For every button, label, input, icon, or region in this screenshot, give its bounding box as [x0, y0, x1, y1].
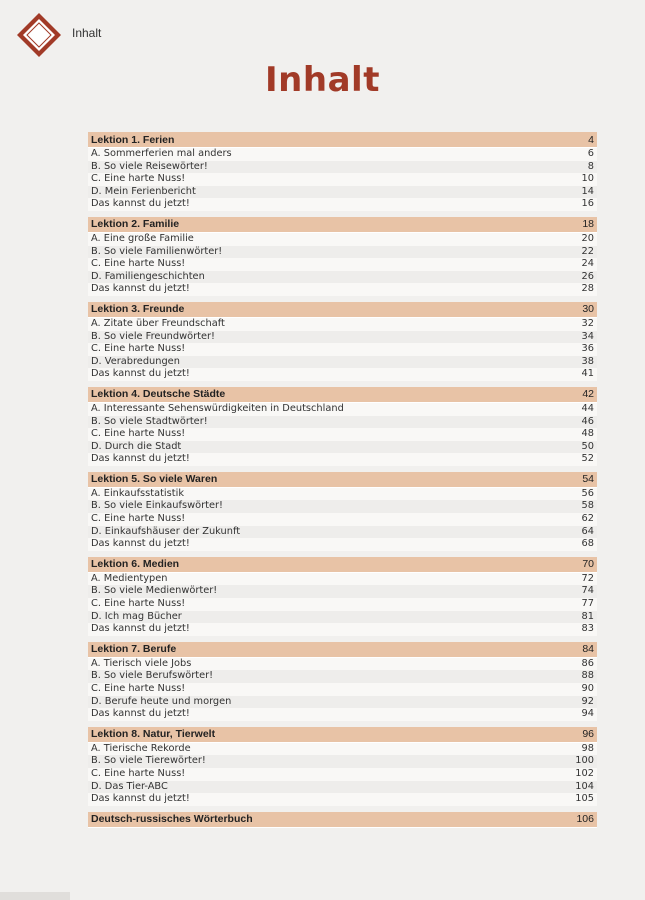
lesson-page-number: 18: [582, 218, 594, 231]
lesson-title: Lektion 8. Natur, Tierwelt: [91, 728, 216, 741]
lesson-block: [88, 642, 597, 721]
toc-entry[interactable]: [88, 538, 597, 551]
entry-page-number: 14: [581, 185, 594, 197]
entry-title: A. Tierisch viele Jobs: [91, 657, 192, 669]
entry-page-number: 86: [581, 657, 594, 669]
entry-page-number: 94: [581, 708, 594, 720]
entry-page-number: 92: [581, 695, 594, 707]
lesson-heading[interactable]: [88, 727, 597, 743]
toc-entry[interactable]: [88, 708, 597, 721]
table-of-contents: [88, 132, 597, 828]
lesson-block: [88, 302, 597, 381]
entry-title: D. Berufe heute und morgen: [91, 695, 232, 707]
entry-page-number: 64: [581, 525, 594, 537]
entry-title: D. Mein Ferienbericht: [91, 185, 196, 197]
entry-page-number: 6: [587, 148, 594, 159]
lesson-block: [88, 727, 597, 806]
entry-page-number: 28: [581, 283, 594, 295]
lesson-block: [88, 472, 597, 551]
lesson-heading[interactable]: [88, 132, 597, 148]
toc-entry[interactable]: [88, 755, 597, 768]
entry-title: C. Eine harte Nuss!: [91, 343, 186, 355]
lesson-heading[interactable]: [88, 472, 597, 488]
entry-page-number: 88: [581, 670, 594, 682]
page-header: [0, 0, 645, 60]
lesson-entries: [88, 488, 597, 551]
entry-page-number: 102: [575, 767, 594, 779]
entry-title: C. Eine harte Nuss!: [91, 598, 186, 610]
entry-title: C. Eine harte Nuss!: [91, 683, 186, 694]
dictionary-title: Deutsch-russisches Wörterbuch: [91, 813, 253, 826]
entry-page-number: 44: [581, 402, 594, 414]
toc-entry[interactable]: [88, 683, 597, 696]
lesson-entries: [88, 658, 597, 721]
toc-entry[interactable]: [88, 623, 597, 636]
entry-title: Das kannst du jetzt!: [91, 283, 190, 295]
entry-title: B. So viele Stadtwörter!: [91, 415, 208, 427]
toc-entry[interactable]: [88, 318, 597, 331]
toc-entry[interactable]: [88, 513, 597, 526]
entry-page-number: 83: [581, 623, 594, 635]
toc-entry[interactable]: [88, 696, 597, 709]
lesson-entries: [88, 233, 597, 296]
lesson-entries: [88, 573, 597, 636]
entry-title: B. So viele Einkaufswörter!: [91, 500, 223, 512]
page-title: Inhalt: [265, 60, 380, 100]
entry-page-number: 34: [581, 330, 594, 342]
entry-page-number: 56: [581, 487, 594, 499]
lesson-heading[interactable]: [88, 217, 597, 233]
toc-entry[interactable]: [88, 233, 597, 246]
lesson-page-number: 30: [582, 303, 594, 316]
lesson-title: Lektion 2. Familie: [91, 218, 180, 231]
toc-entry[interactable]: [88, 283, 597, 296]
toc-entry[interactable]: [88, 403, 597, 416]
header-label: Inhalt: [72, 26, 102, 40]
entry-title: Das kannst du jetzt!: [91, 198, 190, 210]
toc-entry[interactable]: [88, 611, 597, 624]
toc-entry[interactable]: [88, 658, 597, 671]
toc-entry[interactable]: [88, 246, 597, 259]
lesson-heading[interactable]: [88, 642, 597, 658]
toc-entry[interactable]: [88, 573, 597, 586]
entry-title: D. Verabredungen: [91, 355, 180, 367]
toc-entry[interactable]: [88, 453, 597, 466]
entry-title: C. Eine harte Nuss!: [91, 428, 186, 440]
entry-page-number: 41: [581, 368, 594, 380]
dictionary-page-number: 106: [576, 813, 594, 826]
toc-entry[interactable]: [88, 526, 597, 539]
entry-title: A. Tierische Rekorde: [91, 742, 191, 754]
toc-entry[interactable]: [88, 793, 597, 806]
entry-page-number: 68: [581, 538, 594, 550]
entry-title: A. Zitate über Freundschaft: [91, 317, 225, 329]
bottom-decoration: [0, 892, 70, 900]
entry-page-number: 105: [575, 793, 594, 805]
entry-page-number: 46: [581, 415, 594, 427]
lesson-heading[interactable]: [88, 302, 597, 318]
toc-entry[interactable]: [88, 161, 597, 174]
toc-entry[interactable]: [88, 500, 597, 513]
entry-page-number: 77: [581, 598, 594, 610]
lesson-heading[interactable]: [88, 387, 597, 403]
lesson-heading[interactable]: [88, 557, 597, 573]
entry-page-number: 104: [575, 780, 594, 792]
diamond-logo-icon: [16, 12, 62, 58]
entry-title: A. Sommerferien mal anders: [91, 148, 232, 159]
entry-title: D. Familiengeschichten: [91, 270, 205, 282]
lesson-entries: [88, 743, 597, 806]
toc-entry[interactable]: [88, 488, 597, 501]
entry-page-number: 48: [581, 428, 594, 440]
lesson-entries: [88, 148, 597, 211]
toc-entry[interactable]: [88, 768, 597, 781]
entry-title: D. Durch die Stadt: [91, 440, 182, 452]
lesson-block: [88, 132, 597, 211]
lesson-block: [88, 387, 597, 466]
toc-entry[interactable]: [88, 331, 597, 344]
toc-entry[interactable]: [88, 173, 597, 186]
lesson-title: Lektion 4. Deutsche Städte: [91, 388, 226, 401]
entry-title: C. Eine harte Nuss!: [91, 513, 186, 525]
lesson-entries: [88, 318, 597, 381]
entry-title: C. Eine harte Nuss!: [91, 767, 186, 779]
lesson-block: [88, 557, 597, 636]
toc-entry[interactable]: [88, 148, 597, 161]
lesson-title: Lektion 3. Freunde: [91, 303, 185, 316]
entry-page-number: 36: [581, 343, 594, 355]
entry-title: Das kannst du jetzt!: [91, 708, 190, 720]
entry-page-number: 74: [581, 585, 594, 597]
entry-page-number: 38: [581, 355, 594, 367]
toc-entry[interactable]: [88, 368, 597, 381]
entry-title: B. So viele Tierewörter!: [91, 755, 206, 767]
lesson-title: Lektion 1. Ferien: [91, 133, 175, 146]
entry-title: Das kannst du jetzt!: [91, 623, 190, 635]
entry-page-number: 22: [581, 245, 594, 257]
entry-page-number: 10: [581, 173, 594, 185]
entry-page-number: 20: [581, 232, 594, 244]
entry-title: B. So viele Berufswörter!: [91, 670, 214, 682]
toc-entry[interactable]: [88, 428, 597, 441]
entry-page-number: 16: [581, 198, 594, 210]
toc-entry[interactable]: [88, 271, 597, 284]
entry-page-number: 72: [581, 572, 594, 584]
entry-page-number: 50: [581, 440, 594, 452]
toc-entry[interactable]: [88, 186, 597, 199]
toc-entry[interactable]: [88, 670, 597, 683]
entry-page-number: 26: [581, 270, 594, 282]
lesson-title: Lektion 6. Medien: [91, 558, 180, 571]
toc-entry[interactable]: [88, 585, 597, 598]
entry-page-number: 90: [581, 683, 594, 694]
toc-entry[interactable]: [88, 343, 597, 356]
entry-title: A. Einkaufsstatistik: [91, 487, 184, 499]
toc-entry[interactable]: [88, 743, 597, 756]
entry-title: Das kannst du jetzt!: [91, 793, 190, 805]
toc-entry[interactable]: [88, 198, 597, 211]
lesson-page-number: 70: [582, 558, 594, 571]
entry-page-number: 62: [581, 513, 594, 525]
toc-entry[interactable]: [88, 781, 597, 794]
toc-entry[interactable]: [88, 258, 597, 271]
entry-title: B. So viele Freundwörter!: [91, 330, 215, 342]
toc-entry[interactable]: [88, 441, 597, 454]
entry-title: B. So viele Medienwörter!: [91, 585, 218, 597]
entry-page-number: 8: [587, 160, 594, 172]
entry-page-number: 58: [581, 500, 594, 512]
entry-title: Das kannst du jetzt!: [91, 453, 190, 465]
entry-title: D. Einkaufshäuser der Zukunft: [91, 525, 241, 537]
lesson-block: [88, 217, 597, 296]
toc-entry[interactable]: [88, 598, 597, 611]
entry-page-number: 52: [581, 453, 594, 465]
entry-page-number: 98: [581, 742, 594, 754]
lesson-entries: [88, 403, 597, 466]
lesson-page-number: 42: [582, 388, 594, 401]
entry-title: C. Eine harte Nuss!: [91, 173, 186, 185]
entry-title: D. Ich mag Bücher: [91, 610, 182, 622]
toc-entry[interactable]: [88, 416, 597, 429]
entry-title: A. Eine große Familie: [91, 232, 194, 244]
lesson-title: Lektion 5. So viele Waren: [91, 473, 218, 486]
entry-title: C. Eine harte Nuss!: [91, 258, 186, 270]
entry-title: A. Medientypen: [91, 572, 168, 584]
entry-title: B. So viele Familienwörter!: [91, 245, 223, 257]
entry-title: A. Interessante Sehenswürdigkeiten in Deutschland: [91, 402, 344, 414]
lesson-page-number: 4: [588, 133, 594, 146]
entry-title: Das kannst du jetzt!: [91, 368, 190, 380]
entry-page-number: 24: [581, 258, 594, 270]
entry-page-number: 100: [575, 755, 594, 767]
entry-page-number: 81: [581, 610, 594, 622]
entry-page-number: 32: [581, 317, 594, 329]
lesson-page-number: 96: [582, 728, 594, 741]
lesson-title: Lektion 7. Berufe: [91, 643, 177, 656]
lesson-page-number: 54: [582, 473, 594, 486]
dictionary-heading[interactable]: [88, 812, 597, 828]
entry-title: D. Das Tier-ABC: [91, 780, 168, 792]
toc-entry[interactable]: [88, 356, 597, 369]
entry-title: Das kannst du jetzt!: [91, 538, 190, 550]
entry-title: B. So viele Reisewörter!: [91, 160, 208, 172]
lesson-page-number: 84: [582, 643, 594, 656]
